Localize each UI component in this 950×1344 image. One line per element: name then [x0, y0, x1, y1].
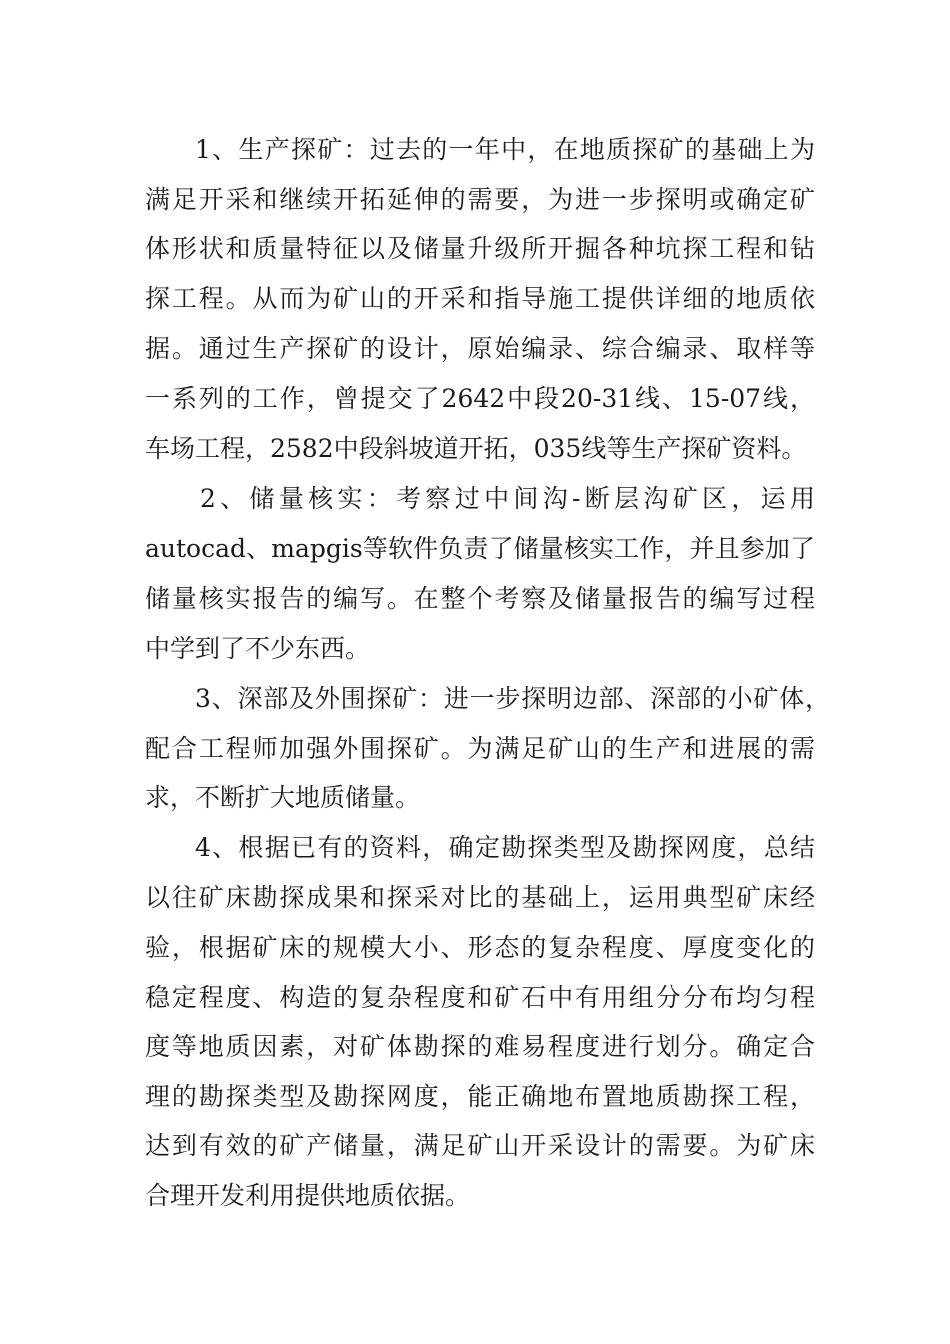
paragraph-line: 据。通过生产探矿的设计，原始编录、综合编录、取样等 — [145, 334, 815, 363]
paragraph-line: 储量核实报告的编写。在整个考察及储量报告的编写过程 — [145, 584, 815, 613]
paragraph-line: 体形状和质量特征以及储量升级所开掘各种坑探工程和钻 — [145, 234, 815, 263]
paragraph-line: 满足开采和继续开拓延伸的需要，为进一步探明或确定矿 — [145, 185, 815, 214]
paragraph-line: 达到有效的矿产储量，满足矿山开采设计的需要。为矿床 — [145, 1131, 815, 1160]
paragraph-line: 度等地质因素，对矿体勘探的难易程度进行划分。确定合 — [145, 1032, 815, 1061]
paragraph-line: 以往矿床勘探成果和探采对比的基础上，运用典型矿床经 — [145, 883, 815, 912]
paragraph-line: 中学到了不少东西。 — [145, 634, 371, 663]
paragraph-line: 3、深部及外围探矿：进一步探明边部、深部的小矿体， — [195, 684, 830, 713]
paragraph-line: 2、储量核实：考察过中间沟-断层沟矿区，运用 — [200, 484, 815, 513]
paragraph-line: 验，根据矿床的规模大小、形态的复杂程度、厚度变化的 — [145, 933, 815, 962]
paragraph-line: 理的勘探类型及勘探网度，能正确地布置地质勘探工程， — [145, 1082, 815, 1111]
paragraph-line: 合理开发利用提供地质依据。 — [145, 1181, 471, 1210]
paragraph-line: 车场工程，2582中段斜坡道开拓，035线等生产探矿资料。 — [145, 434, 807, 463]
paragraph-line: 一系列的工作，曾提交了2642中段20-31线、15-07线， — [145, 384, 815, 413]
paragraph-line: autocad、mapgis等软件负责了储量核实工作，并且参加了 — [145, 534, 815, 563]
paragraph-line: 稳定程度、构造的复杂程度和矿石中有用组分分布均匀程 — [145, 983, 815, 1012]
paragraph-line: 求，不断扩大地质储量。 — [145, 783, 421, 812]
paragraph-line: 探工程。从而为矿山的开采和指导施工提供详细的地质依 — [145, 284, 815, 313]
paragraph-line: 4、根据已有的资料，确定勘探类型及勘探网度，总结 — [195, 833, 815, 862]
paragraph-line: 配合工程师加强外围探矿。为满足矿山的生产和进展的需 — [145, 734, 815, 763]
paragraph-line: 1、生产探矿：过去的一年中，在地质探矿的基础上为 — [195, 135, 815, 164]
